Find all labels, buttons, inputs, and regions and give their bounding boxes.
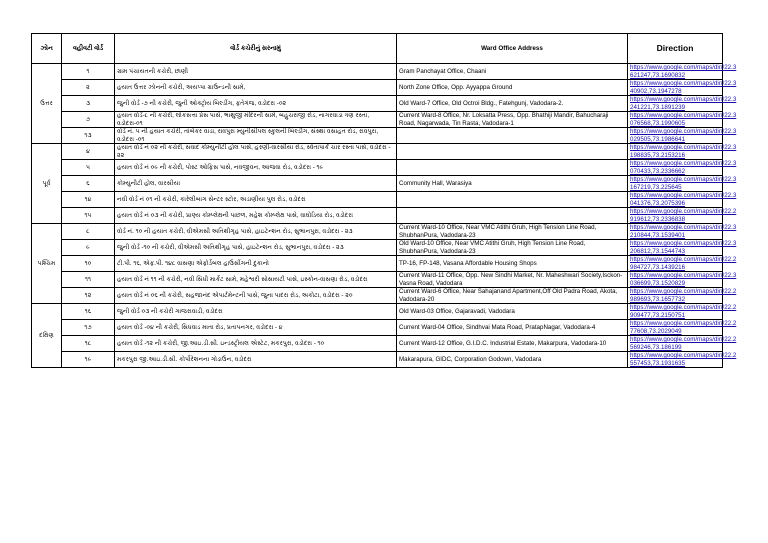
ward-office-table [31, 33, 737, 368]
direction-link[interactable]: https://www.google.com/maps/dir//22.2 77608,73.2029049 [628, 320, 723, 336]
ward-number: ૧ [62, 64, 115, 80]
address-english: Gram Panchayat Office, Chaani [397, 64, 628, 80]
ward-number: ૧૫ [62, 208, 115, 224]
direction-link[interactable]: https://www.google.com/maps/dir//22.3 076568,73.1990605 [628, 112, 723, 128]
direction-link[interactable]: https://www.google.com/maps/dir//22.3 070433,73.2336662 [628, 160, 723, 176]
header-zone: ઝોન [32, 34, 62, 64]
header-office-address-en: Ward Office Address [397, 34, 628, 64]
address-gujarati: વોર્ડ નં. ૫ ની હયાત કચેરી, તાંબેકર વાડા, રાવપુરા મ્યુનીસીપલ સ્કુલની બિલ્ડીંગ, સંસ્થા વસાહત રોડ, રાવપુરા, વડોદરા -૦૧ [115, 128, 397, 144]
direction-link[interactable]: https://www.google.com/maps/dir//22.3 241221,73.1891239 [628, 96, 723, 112]
table-row [32, 272, 723, 288]
ward-number: ૧૮ [62, 336, 115, 352]
header-direction: Direction [628, 34, 723, 64]
ward-number: ૧૧ [62, 272, 115, 288]
header-admin-ward: વહીવટી વોર્ડ [62, 34, 115, 64]
table-row [32, 128, 723, 144]
address-gujarati: ટી.પી. ૧૬, એફ.પી. ૧૪૮ વાસણા એફોર્ડેબલ હાઉસીંગની દુકાનો [115, 256, 397, 272]
address-english: Current Ward-8 Office, Nr. Loksatta Press, Opp. Bhathiji Mandir, Bahucharaji Road, Nagarwada, Tin Rasta, Vadodara-1 [397, 112, 628, 128]
table-row [32, 176, 723, 192]
table-row [32, 352, 723, 368]
address-gujarati: હયાત વોર્ડ નં ૦૬ ની કચેરી, સહજાનંદ એપાર્ટમેન્ટની પાસે, જુના પાદરા રોડ, અકોટા, વડોદરા - ૨૦ [115, 288, 397, 304]
table-row [32, 80, 723, 96]
table-row [32, 304, 723, 320]
ward-number: ૮ [62, 224, 115, 240]
zone-cell-east: પૂર્વ [32, 144, 62, 224]
address-gujarati: હયાત વોર્ડ નં ૧૧ ની કચેરી, નવી સિંધી માર્કેટ સામે, મહેશ્વરી સોસાયટી પાસે, ઇસ્કોન-વાસણા રોડ, વડોદરા [115, 272, 397, 288]
address-english: North Zone Office, Opp. Ayyappa Ground [397, 80, 628, 96]
table-row [32, 112, 723, 128]
address-gujarati: હયાત વોર્ડ નં ૦૨ ની કચેરી, સવાદ કોમ્યુનીટી હોલ પાસે, હરણી-વારસીયા રોડ, સ્વેતાપાર્ક ચાર રસ્તા પાસે, વડોદરા - ૨૨ [115, 144, 397, 160]
direction-link[interactable]: https://www.google.com/maps/dir//22.2 557453,73.1931635 [628, 352, 723, 368]
ward-number: ૧૨ [62, 288, 115, 304]
direction-link[interactable]: https://www.google.com/maps/dir//22.2 569246,73.186199 [628, 336, 723, 352]
direction-link[interactable]: https://www.google.com/maps/dir//22.3 167219,73.225645 [628, 176, 723, 192]
direction-link[interactable]: https://www.google.com/maps/dir//22.3 621247,73.1690832 [628, 64, 723, 80]
address-english: Community Hall, Warasiya [397, 176, 628, 192]
direction-link[interactable]: https://www.google.com/maps/dir//22.3 206812,73.1544743 [628, 240, 723, 256]
address-gujarati: હયાત વોર્ડ -૦૪ ની કચેરી, સિધવાડ માતા રોડ, પ્રતાપનગર, વડોદરા - ૪ [115, 320, 397, 336]
direction-link[interactable]: https://www.google.com/maps/dir//22.2 909477,73.2150751 [628, 304, 723, 320]
address-gujarati: જુની વોર્ડ ૦૩ ની કચેરી ગાજરાવાડી, વડોદરા [115, 304, 397, 320]
table-row [32, 224, 723, 240]
table-row [32, 208, 723, 224]
address-english: Current Ward-04 Office, Sindhvai Mata Road, PratapNagar, Vadodara-4 [397, 320, 628, 336]
table-row [32, 144, 723, 160]
table-row [32, 160, 723, 176]
header-office-address-gu: વોર્ડ કચેરીનું સરનામું [115, 34, 397, 64]
header-row [32, 34, 723, 64]
address-gujarati: હયાત વોર્ડ નં ૦૯ ની કચેરી, પોસ્ટ ઓફિસ પાસે, નવજીવન, આજવા રોડ, વડોદરા - ૧૯ [115, 160, 397, 176]
direction-link[interactable]: https://www.google.com/maps/dir//22.3 036699,73.1520829 [628, 272, 723, 288]
address-gujarati: મકરપુરા જી.આઇ.ડી.સી. કોર્પોરેશનના ગોડાઉન, વડોદરા [115, 352, 397, 368]
zone-cell-west: પશ્ચિમ [32, 224, 62, 304]
ward-number: ૧૯ [62, 352, 115, 368]
ward-number: ૧૬ [62, 304, 115, 320]
direction-link[interactable]: https://www.google.com/maps/dir//22.3 210844,73.1539401 [628, 224, 723, 240]
table-row [32, 256, 723, 272]
direction-link[interactable]: https://www.google.com/maps/dir//22.2 989693,73.1657732 [628, 288, 723, 304]
address-gujarati: નવી વોર્ડ નં ૦૧ ની કચેરી, કારેલીબાગ સેન્ટર સ્ટોર, અડાણીયા પુલ રોડ, વડોદરા [115, 192, 397, 208]
table-row [32, 288, 723, 304]
address-english [397, 160, 628, 176]
address-english: Old Ward-03 Office, Gajaravadi, Vadodara [397, 304, 628, 320]
address-gujarati: ગ્રામ પંચાયતની કચેરી, છાણી [115, 64, 397, 80]
address-english: Current Ward-10 Office, Near VMC Atithi Gruh, High Tension Line Road, ShubhanPura, Vadodara-23 [397, 224, 628, 240]
address-gujarati: હયાત ઉત્તર ઝોનની કચેરી, અયપ્પા ગ્રાઉન્ડની સામે, [115, 80, 397, 96]
address-english: Current Ward-6 Office, Near Sahajanand Apartment,Off Old Padra Road, Akota, Vadodara-20 [397, 288, 628, 304]
address-gujarati: જુની વોર્ડ -૭ ની કચેરી, જુની ઓક્ટ્રોય બિલ્ડીંગ, ફતેગંજ, વડોદરા -૦૨ [115, 96, 397, 112]
table-row [32, 96, 723, 112]
address-english: Current Ward-11 Office, Opp. New Sindhi Market, Nr. Maheshwari Society,Isckon-Vasna Road, Vadodara [397, 272, 628, 288]
address-gujarati: કોમ્યુનીટી હોલ, વારસીયા [115, 176, 397, 192]
ward-number: ૭ [62, 112, 115, 128]
table-row [32, 192, 723, 208]
direction-link[interactable]: https://www.google.com/maps/dir//22.2 984727,73.1439216 [628, 256, 723, 272]
address-english [397, 144, 628, 160]
zone-cell-north: ઉત્તર [32, 64, 62, 144]
address-english: TP-16, FP-148, Vasana Affordable Housing Shops [397, 256, 628, 272]
address-english: Makarapura, GIDC, Corporation Godown, Vadodara [397, 352, 628, 368]
address-english [397, 128, 628, 144]
address-gujarati: હયાત વોર્ડ -૧૨ ની કચેરી, જી.આઇ.ડી.સી. ઇન્ડસ્ટ્રીયલ એસ્ટેટ, મકરપુરા, વડોદરા - ૧૦ [115, 336, 397, 352]
ward-number: ૧૭ [62, 320, 115, 336]
ward-number: ૧૦ [62, 256, 115, 272]
ward-number: ૪ [62, 144, 115, 160]
address-english: Current Ward-12 Office, G.I.D.C. Industrial Estate, Makarpura, Vadodara-10 [397, 336, 628, 352]
address-english [397, 208, 628, 224]
address-english: Old Ward-10 Office, Near VMC Atithi Gruh, High Tension Line Road, ShubhanPura, Vadodara-23 [397, 240, 628, 256]
ward-number: ૨ [62, 80, 115, 96]
table-row [32, 64, 723, 80]
ward-number: ૯ [62, 240, 115, 256]
direction-link[interactable]: https://www.google.com/maps/dir//22.3 041376,73.2075396 [628, 192, 723, 208]
table-row [32, 336, 723, 352]
ward-number: ૫ [62, 160, 115, 176]
table-row [32, 320, 723, 336]
direction-link[interactable]: https://www.google.com/maps/dir//22.3 198835,73.2153216 [628, 144, 723, 160]
address-gujarati: વોર્ડ નં. ૧૦ ની હયાત કચેરી, વીએમસી અતિથીગૃહ પાસે, હાઇટેન્શન રોડ, સુભાનપુરા, વડોદરા - ૨૩ [115, 224, 397, 240]
direction-link[interactable]: https://www.google.com/maps/dir//22.2 919612,73.2336838 [628, 208, 723, 224]
address-gujarati: હયાત વોર્ડ-૮ ની કચેરી, લોકસત્તા પ્રેસ પાસે, ભાથુજી મંદિરની સામે, બહુચરાજી રોડ, નાગરવાડા ત્રણ રસ્તા, વડોદરા-૦૧ [115, 112, 397, 128]
direction-link[interactable]: https://www.google.com/maps/dir//22.3 40902,73.1947278 [628, 80, 723, 96]
zone-cell-south: દક્ષિણ [32, 304, 62, 368]
ward-number: ૬ [62, 176, 115, 192]
address-english: Old Ward-7 Office, Old Octroi Bldg., Fatehgunj, Vadodara-2. [397, 96, 628, 112]
address-english [397, 192, 628, 208]
ward-number: ૩ [62, 96, 115, 112]
ward-number: ૧૩ [62, 128, 115, 144]
address-gujarati: હયાત વોર્ડ નં ૦૩ ની કચેરી, પ્રાણ્ય કોમ્પ્લેક્ષની પાછળ, મહેશ કોમ્પ્લેક્ષ પાસે, વાઘોડિયા રોડ, વડોદરા [115, 208, 397, 224]
ward-number: ૧૪ [62, 192, 115, 208]
table-row [32, 240, 723, 256]
address-gujarati: જુની વોર્ડ -૧૦ ની કચેરી, વીએમસી અતિથીગૃહ પાસે, હાઇટેન્શન રોડ, સુભાનપુરા, વડોદરા - ૨૩ [115, 240, 397, 256]
direction-link[interactable]: https://www.google.com/maps/dir//22.3 029505,73.1986641 [628, 128, 723, 144]
